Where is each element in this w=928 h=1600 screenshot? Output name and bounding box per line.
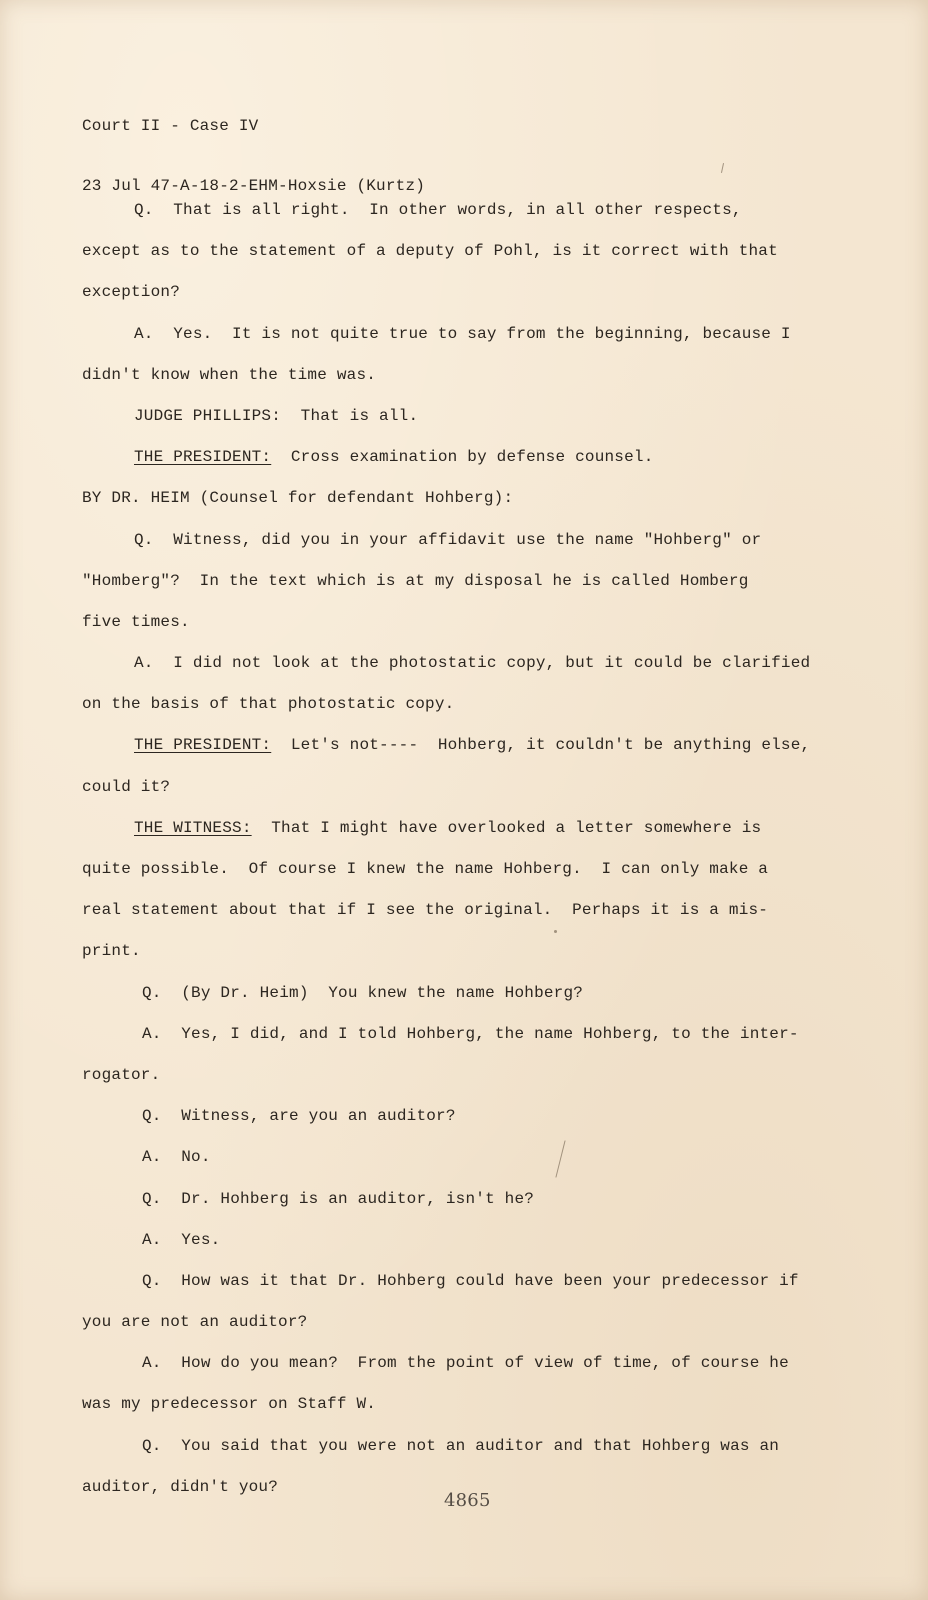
line-text: How do you mean? From the point of view of time, of course he: [181, 1354, 789, 1373]
stray-pencil-mark: [721, 163, 724, 173]
transcript-line: [82, 1137, 852, 1178]
line-text: exception?: [82, 283, 181, 302]
line-text: was my predecessor on Staff W.: [82, 1395, 377, 1414]
transcript-line: [82, 602, 852, 643]
line-text: No.: [181, 1148, 211, 1167]
line-text: quite possible. Of course I knew the name Hohberg. I can only make a: [82, 860, 769, 878]
transcript-line: [82, 643, 852, 684]
line-text: real statement about that if I see the original. Perhaps it is a mis-: [82, 901, 769, 920]
answer-marker: A.: [142, 1024, 162, 1043]
line-text: Let's not---- Hohberg, it couldn't be anything else,: [290, 736, 811, 755]
page-number: 4865: [444, 1490, 491, 1511]
question-marker: Q.: [142, 1271, 162, 1290]
line-text: Yes, I did, and I told Hohberg, the name Hohberg, to the inter-: [181, 1024, 799, 1043]
line-text: you are not an auditor?: [82, 1313, 308, 1332]
transcript-line: [82, 1343, 852, 1384]
answer-marker: A.: [134, 324, 154, 343]
speaker-label: THE WITNESS:: [134, 818, 252, 837]
transcript-line: [82, 849, 852, 890]
transcript-line: [82, 1220, 852, 1261]
line-text: rogator.: [82, 1065, 161, 1084]
answer-marker: A.: [134, 654, 154, 673]
transcript-line: [82, 561, 852, 602]
transcript-body: [82, 190, 852, 1508]
line-text: on the basis of that photostatic copy.: [82, 695, 455, 714]
transcript-line: [82, 725, 852, 766]
header-court-case: Court II - Case IV: [82, 117, 259, 135]
line-text: Yes.: [181, 1230, 221, 1249]
transcript-line: [82, 1055, 852, 1096]
transcript-line: [82, 808, 852, 849]
line-text: could it?: [82, 777, 171, 796]
speaker-label: JUDGE PHILLIPS:: [134, 406, 282, 425]
line-text: auditor, didn't you?: [82, 1477, 279, 1496]
transcript-line: [82, 231, 852, 272]
speaker-label: THE PRESIDENT:: [134, 736, 272, 755]
line-text: How was it that Dr. Hohberg could have been your predecessor if: [181, 1271, 799, 1290]
line-text: You said that you were not an auditor and that Hohberg was an: [181, 1436, 780, 1455]
transcript-line: [82, 1384, 852, 1425]
question-marker: Q.: [142, 1107, 162, 1126]
line-text: That is all right. In other words, in all other respects,: [173, 201, 742, 219]
line-text: "Homberg"? In the text which is at my disposal he is called Homberg: [82, 571, 749, 590]
line-text: (By Dr. Heim) You knew the name Hohberg?: [181, 983, 584, 1002]
transcript-line: [82, 1014, 852, 1055]
line-text: Yes. It is not quite true to say from the beginning, because I: [173, 324, 791, 343]
line-text: Dr. Hohberg is an auditor, isn't he?: [181, 1189, 535, 1208]
line-text: print.: [82, 942, 141, 961]
transcript-line: [82, 478, 852, 519]
transcript-line: [82, 890, 852, 931]
line-text: I did not look at the photostatic copy, but it could be clarified: [173, 654, 811, 673]
transcript-line: [82, 973, 852, 1014]
answer-marker: A.: [142, 1230, 162, 1249]
transcript-line: [82, 437, 852, 478]
transcript-line: [82, 1096, 852, 1137]
line-text: except as to the statement of a deputy of Pohl, is it correct with that: [82, 242, 778, 261]
question-marker: Q.: [142, 1436, 162, 1455]
transcript-line: [82, 767, 852, 808]
line-text: didn't know when the time was.: [82, 365, 377, 384]
question-marker: Q.: [142, 1189, 162, 1208]
transcript-line: [82, 684, 852, 725]
transcript-line: [82, 1426, 852, 1467]
transcript-line: [82, 1302, 852, 1343]
transcript-line: [82, 931, 852, 972]
stray-ink-dot: [554, 930, 557, 933]
line-text: BY DR. HEIM (Counsel for defendant Hohberg):: [82, 489, 514, 508]
line-text: That is all.: [300, 406, 419, 425]
question-marker: Q.: [142, 983, 162, 1002]
transcript-line: [82, 1261, 852, 1302]
line-text: That I might have overlooked a letter somewhere is: [271, 818, 762, 837]
transcript-line: [82, 314, 852, 355]
line-text: Witness, did you in your affidavit use the name "Hohberg" or: [173, 530, 762, 549]
line-text: Witness, are you an auditor?: [181, 1107, 456, 1126]
speaker-label: THE PRESIDENT:: [134, 448, 272, 467]
answer-marker: A.: [142, 1148, 162, 1167]
transcript-line: [82, 190, 852, 231]
transcript-line: [82, 520, 852, 561]
line-text: five times.: [82, 612, 190, 631]
question-marker: Q.: [134, 201, 154, 219]
transcript-line: [82, 272, 852, 313]
question-marker: Q.: [134, 530, 154, 549]
header-reference: 23 Jul 47-A-18-2-EHM-Hoxsie (Kurtz): [82, 177, 426, 195]
answer-marker: A.: [142, 1354, 162, 1373]
transcript-line: [82, 396, 852, 437]
line-text: Cross examination by defense counsel.: [290, 448, 654, 467]
transcript-line: [82, 1179, 852, 1220]
transcript-line: [82, 355, 852, 396]
